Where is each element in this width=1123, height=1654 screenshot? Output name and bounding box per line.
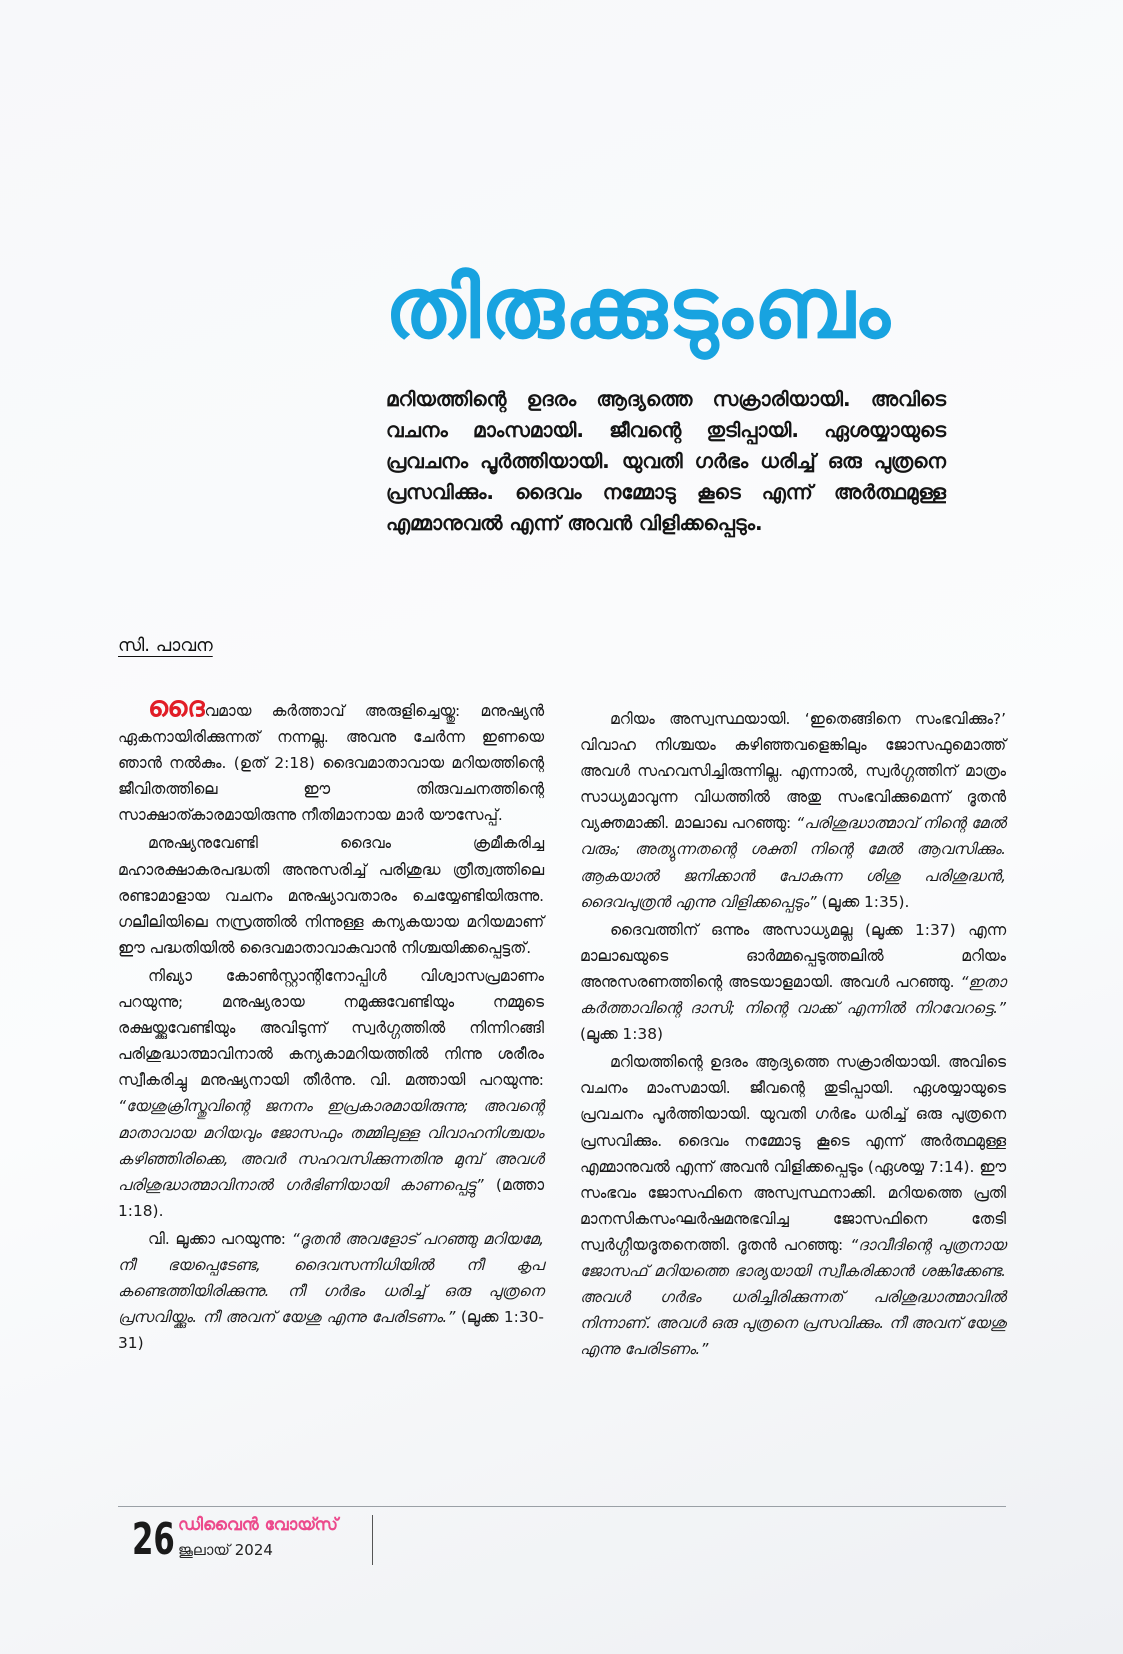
paragraph (580, 1049, 1006, 1362)
drop-cap: ദൈ (148, 690, 205, 723)
scripture-quote: “ഇതാ കർത്താവിന്റെ ദാസി; നിന്റെ വാക്ക് എന്നിൽ നിറവേറട്ടെ.” (580, 972, 1006, 1018)
paragraph (580, 706, 1006, 915)
paragraph-text: മറിയം അസ്വസ്ഥയായി. ‘ഇതെങ്ങിനെ സംഭവിക്കും?’ വിവാഹ നിശ്ചയം കഴിഞ്ഞവളെങ്കിലും ജോസഫുമൊത്ത് അവൾ സഹവസിച്ചിരുന്നില്ല. എന്നാൽ, സ്വർഗ്ഗത്തിന് മാത്രം സാധ്യമാവുന്ന വിധത്തിൽ അതു സംഭവിക്കുമെന്ന് ദൂതൻ വ്യക്തമാക്കി. മാലാഖ പറഞ്ഞു: (580, 710, 1006, 833)
paragraph-text: മറിയത്തിന്റെ ഉദരം ആദ്യത്തെ സക്രാരിയായി. അവിടെ വചനം മാംസമായി. ജീവന്റെ തുടിപ്പായി. ഏശയ്യായുടെ പ്രവചനം പൂർത്തിയായി. യുവതി ഗർഭം ധരിച്ച് ഒരു പുത്രനെ പ്രസവിക്കും. ദൈവം നമ്മോടു കൂടെ എന്ന് അർത്ഥമുള്ള എമ്മാനുവൽ എന്ന് അവൻ വിളിക്കപ്പെടും (ഏശയ്യ 7:14). ഈ സംഭവം ജോസഫിനെ അസ്വസ്ഥനാക്കി. മറിയത്തെ പ്രതി മാനസികസംഘർഷമനുഭവിച്ച ജോസഫിനെ തേടി സ്വർഗ്ഗീയദൂതനെത്തി. ദൂതൻ പറഞ്ഞു: (580, 1053, 1006, 1254)
author-byline: സി. പാവന (118, 635, 213, 656)
scripture-reference: (മത്താ 1:18). (118, 1175, 544, 1220)
paragraph (118, 1226, 544, 1356)
paragraph: മനുഷ്യനുവേണ്ടി ദൈവം ക്രമീകരിച്ച മഹാരക്ഷാകരപദ്ധതി അനുസരിച്ച് പരിശുദ്ധ ത്രീത്വത്തിലെ രണ്ടാമാളായ വചനം മനുഷ്യാവതാരം ചെയ്യേണ്ടിയിരുന്നു. ഗലീലിയിലെ നസ്രത്തിൽ നിന്നുള്ള കന്യകയായ മറിയമാണ് ഈ പദ്ധതിയിൽ ദൈവമാതാവാകുവാൻ നിശ്ചയിക്കപ്പെട്ടത്. (118, 834, 544, 957)
article-intro: മറിയത്തിന്റെ ഉദരം ആദ്യത്തെ സക്രാരിയായി. അവിടെ വചനം മാംസമായി. ജീവന്റെ തുടിപ്പായി. ഏശയ്യായുടെ പ്രവചനം പൂർത്തിയായി. യുവതി ഗർഭം ധരിച്ച് ഒരു പുത്രനെ പ്രസവിക്കും. ദൈവം നമ്മോടു കൂടെ എന്ന് അർത്ഥമുള്ള എമ്മാനുവൽ എന്ന് അവൻ വിളിക്കപ്പെടും. (386, 387, 946, 535)
paragraph (118, 690, 544, 828)
footer-divider (118, 1506, 1006, 1507)
issue-date: ജൂലായ് 2024 (178, 1541, 273, 1559)
scripture-reference: (ലൂക്ക 1:38) (580, 1025, 663, 1044)
scripture-reference: (ലൂക്ക 1:30-31) (118, 1308, 544, 1353)
paragraph-text: വി. ലൂക്കാ പറയുന്നു: (148, 1229, 292, 1248)
page-number: 26 (132, 1514, 175, 1565)
paragraph-text: വമായ കർത്താവ് അരുളിച്ചെയ്തു: മനുഷ്യൻ ഏകനായിരിക്കുന്നത് നന്നല്ല. അവനു ചേർന്ന ഇണയെ ഞാൻ നൽകും. (ഉത് 2:18) ദൈവമാതാവായ മറിയത്തിന്റെ ജീവിതത്തിലെ ഈ തിരുവചനത്തിന്റെ സാക്ഷാത്കാരമായിരുന്നു നീതിമാനായ മാർ യൗസേപ്പ്. (118, 702, 544, 825)
article-title: തിരുക്കുടുംബം (385, 259, 891, 357)
scripture-quote: “പരിശുദ്ധാത്മാവ് നിന്റെ മേൽ വരും; അത്യുന്നതന്റെ ശക്തി നിന്റെ മേൽ ആവസിക്കും. ആകയാൽ ജനിക്കാൻ പോകുന്ന ശിശു പരിശുദ്ധൻ, ദൈവപുത്രൻ എന്നു വിളിക്കപ്പെടും” (580, 814, 1006, 911)
footer-separator (372, 1515, 373, 1565)
paragraph (580, 917, 1006, 1047)
paragraph (118, 963, 544, 1224)
magazine-name: ഡിവൈൻ വോയ്സ് (178, 1515, 338, 1535)
paragraph-text: നിഖ്യാ കോൺസ്റ്റാന്റിനോപ്പിൾ വിശ്വാസപ്രമാണം പറയുന്നു; മനുഷ്യരായ നമുക്കുവേണ്ടിയും നമ്മുടെ രക്ഷയ്ക്കുവേണ്ടിയും അവിടുന്ന് സ്വർഗ്ഗത്തിൽ നിന്നിറങ്ങി പരിശുദ്ധാത്മാവിനാൽ കന്യകാമറിയത്തിൽ നിന്നു ശരീരം സ്വീകരിച്ചു മനുഷ്യനായി തീർന്നു. വി. മത്തായി പറയുന്നു: (118, 966, 544, 1090)
scripture-reference: (ലൂക്ക 1:35). (816, 892, 910, 911)
scripture-quote: “ദൂതൻ അവളോട് പറഞ്ഞു മറിയമേ, നീ ഭയപ്പെടേണ്ട, ദൈവസന്നിധിയിൽ നീ കൃപ കണ്ടെത്തിയിരിക്കുന്നു. നീ ഗർഭം ധരിച്ച് ഒരു പുത്രനെ പ്രസവിയ്ക്കും. നീ അവന് യേശു എന്നു പേരിടണം.” (118, 1229, 544, 1327)
left-column (118, 690, 544, 1358)
paragraph-text: ദൈവത്തിന് ഒന്നും അസാധ്യമല്ല (ലൂക്ക 1:37) എന്ന മാലാഖയുടെ ഓർമ്മപ്പെടുത്തലിൽ മറിയം അനുസരണത്തിന്റെ അടയാളമായി. അവൾ പറഞ്ഞു. (580, 920, 1006, 991)
right-column (580, 706, 1006, 1364)
scripture-quote: “ദാവീദിന്റെ പുത്രനായ ജോസഫ് മറിയത്തെ ഭാര്യയായി സ്വീകരിക്കാൻ ശങ്കിക്കേണ്ട. അവൾ ഗർഭം ധരിച്ചിരിക്കുന്നത് പരിശുദ്ധാത്മാവിൽ നിന്നാണ്. അവൾ ഒരു പുത്രനെ പ്രസവിക്കും. നീ അവന് യേശു എന്നു പേരിടണം.” (580, 1235, 1006, 1359)
scripture-quote: “യേശുക്രിസ്തുവിന്റെ ജനനം ഇപ്രകാരമായിരുന്നു; അവന്റെ മാതാവായ മറിയവും ജോസഫും തമ്മിലുള്ള വിവാഹനിശ്ചയം കഴിഞ്ഞിരിക്കെ, അവർ സഹവസിക്കുന്നതിനു മുമ്പ് അവൾ പരിശുദ്ധാത്മാവിനാൽ ഗർഭിണിയായി കാണപ്പെട്ടു” (118, 1097, 544, 1194)
